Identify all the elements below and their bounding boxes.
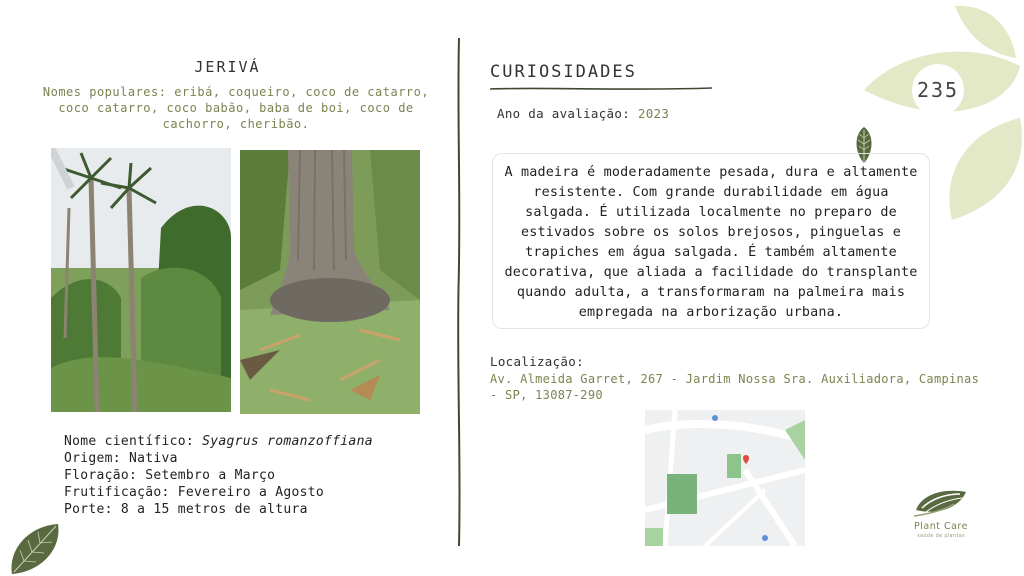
scientific-name: Syagrus romanzoffiana	[202, 434, 373, 449]
species-info	[64, 433, 373, 518]
location-map[interactable]	[645, 410, 805, 546]
tree-size: Porte: 8 a 15 metros de altura	[64, 502, 308, 517]
curiosity-text: A madeira é moderadamente pesada, dura e altamente resistente. Com grande durabilidade em água salgada. É utilizada localmente no preparo de estivados sobre os solos brejosos, pinguelas e trapiches em água salgada. É também altamente decorativa, que aliada a facilidade do transplante quando adulta, a transformaram na palmeira mais empregada na arborização urbana.	[492, 153, 930, 329]
scientific-name-label: Nome científico:	[64, 434, 203, 449]
curiosities-title: CURIOSIDADES	[490, 62, 637, 82]
evaluation-year	[497, 106, 669, 121]
leaf-top	[955, 6, 1016, 58]
species-title: JERIVÁ	[194, 58, 261, 76]
plant-care-logo	[914, 488, 968, 518]
leaf-corner-icon	[8, 520, 62, 576]
brand-name: Plant Care	[914, 521, 968, 532]
page-number: 235	[916, 78, 960, 102]
popular-names: Nomes populares: eribá, coqueiro, coco de catarro, coco catarro, coco babão, baba de boi, coco de cachorro, cheribão.	[42, 85, 430, 131]
fruiting: Frutificação: Fevereiro a Agosto	[64, 485, 325, 500]
scientific-name-row	[64, 433, 373, 450]
palm-trunk-photo	[240, 150, 420, 414]
year-label: Ano da avaliação:	[497, 106, 638, 121]
palm-trees-photo	[51, 148, 231, 412]
leaf-bottom	[949, 118, 1022, 220]
location-address: Av. Almeida Garret, 267 - Jardim Nossa Sra. Auxiliadora, Campinas - SP, 13087-290	[490, 372, 980, 402]
column-divider	[455, 38, 463, 546]
origin: Origem: Nativa	[64, 451, 178, 466]
year-value: 2023	[637, 106, 670, 121]
brand-tagline: saúde de plantas	[917, 533, 965, 539]
location-label: Localização:	[490, 354, 584, 369]
title-underline	[490, 86, 712, 92]
flowering: Floração: Setembro a Março	[64, 468, 276, 483]
